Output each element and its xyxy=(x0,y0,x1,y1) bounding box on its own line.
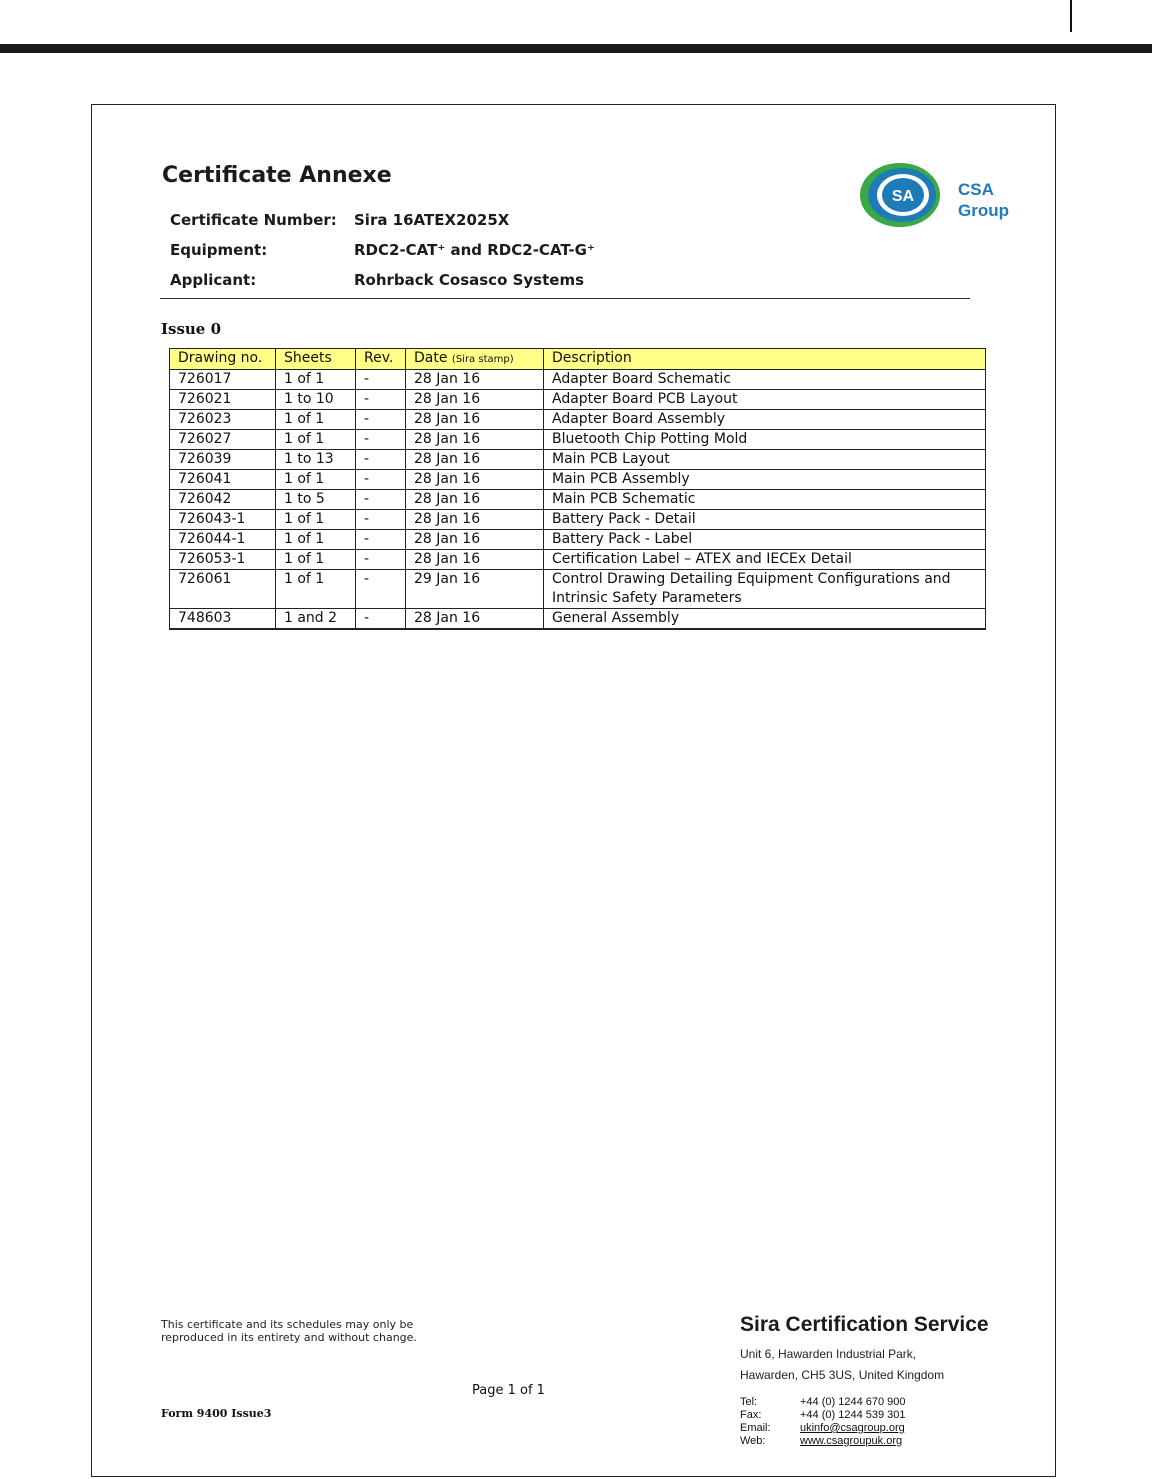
cell-drawing-no: 726061 xyxy=(170,570,276,609)
cell-sheets: 1 of 1 xyxy=(276,430,356,450)
website-link[interactable]: www.csagroupuk.org xyxy=(800,1435,903,1447)
form-number: Form 9400 Issue3 xyxy=(161,1407,272,1420)
header-tick-mark xyxy=(1070,0,1072,32)
cell-rev: - xyxy=(356,609,406,630)
header-description: Description xyxy=(544,349,986,370)
header-sheets: Sheets xyxy=(276,349,356,370)
cell-sheets: 1 of 1 xyxy=(276,510,356,530)
equipment-value: RDC2-CAT⁺ and RDC2-CAT-G⁺ xyxy=(354,241,595,259)
cell-drawing-no: 726042 xyxy=(170,490,276,510)
cell-drawing-no: 726053-1 xyxy=(170,550,276,570)
issue-heading: Issue 0 xyxy=(161,320,222,338)
table-row xyxy=(170,410,986,430)
contact-label: Web: xyxy=(740,1435,766,1447)
cell-description: Adapter Board Assembly xyxy=(544,410,986,430)
cell-date: 28 Jan 16 xyxy=(406,410,544,430)
cell-sheets: 1 to 5 xyxy=(276,490,356,510)
cell-rev: - xyxy=(356,570,406,609)
cell-description: Certification Label – ATEX and IECEx Detail xyxy=(544,550,986,570)
header-date-label: Date xyxy=(414,350,448,366)
drawings-table xyxy=(169,348,986,630)
cell-rev: - xyxy=(356,470,406,490)
cell-date: 28 Jan 16 xyxy=(406,430,544,450)
cell-date: 28 Jan 16 xyxy=(406,510,544,530)
header-bar xyxy=(0,44,1152,53)
table-header-row xyxy=(170,349,986,370)
table-row xyxy=(170,530,986,550)
cell-sheets: 1 to 10 xyxy=(276,390,356,410)
table-row xyxy=(170,470,986,490)
cell-rev: - xyxy=(356,550,406,570)
cell-rev: - xyxy=(356,450,406,470)
cell-date: 28 Jan 16 xyxy=(406,490,544,510)
table-row xyxy=(170,570,986,609)
cell-description: Main PCB Schematic xyxy=(544,490,986,510)
cell-date: 28 Jan 16 xyxy=(406,390,544,410)
cell-description: General Assembly xyxy=(544,609,986,630)
contact-label: Tel: xyxy=(740,1396,758,1408)
cell-sheets: 1 of 1 xyxy=(276,550,356,570)
cell-description: Main PCB Layout xyxy=(544,450,986,470)
service-address xyxy=(740,1344,944,1386)
cell-sheets: 1 of 1 xyxy=(276,470,356,490)
cell-drawing-no: 726021 xyxy=(170,390,276,410)
certificate-number-value: Sira 16ATEX2025X xyxy=(354,211,510,229)
cell-drawing-no: 726041 xyxy=(170,470,276,490)
cell-description: Battery Pack - Detail xyxy=(544,510,986,530)
header-date xyxy=(406,349,544,370)
header-drawing-no: Drawing no. xyxy=(170,349,276,370)
contact-value: +44 (0) 1244 670 900 xyxy=(800,1396,906,1408)
table-row xyxy=(170,550,986,570)
cell-rev: - xyxy=(356,370,406,390)
contact-label: Email: xyxy=(740,1422,771,1434)
logo-wordmark xyxy=(958,179,1009,221)
cell-sheets: 1 of 1 xyxy=(276,570,356,609)
cell-drawing-no: 726027 xyxy=(170,430,276,450)
cell-sheets: 1 of 1 xyxy=(276,410,356,430)
cell-description: Adapter Board Schematic xyxy=(544,370,986,390)
table-row xyxy=(170,609,986,630)
reproduction-note: This certificate and its schedules may only be reproduced in its entirety and without change. xyxy=(161,1318,417,1344)
cell-drawing-no: 726017 xyxy=(170,370,276,390)
cell-rev: - xyxy=(356,530,406,550)
cell-date: 28 Jan 16 xyxy=(406,370,544,390)
cell-drawing-no: 748603 xyxy=(170,609,276,630)
cell-rev: - xyxy=(356,390,406,410)
contact-value: +44 (0) 1244 539 301 xyxy=(800,1409,906,1421)
cell-drawing-no: 726023 xyxy=(170,410,276,430)
table-row xyxy=(170,510,986,530)
contact-label: Fax: xyxy=(740,1409,762,1421)
cell-sheets: 1 and 2 xyxy=(276,609,356,630)
table-row xyxy=(170,370,986,390)
applicant-value: Rohrback Cosasco Systems xyxy=(354,271,585,289)
cell-description: Control Drawing Detailing Equipment Configurations and Intrinsic Safety Parameters xyxy=(544,570,986,609)
cell-drawing-no: 726044-1 xyxy=(170,530,276,550)
header-divider xyxy=(160,298,970,299)
cell-date: 28 Jan 16 xyxy=(406,609,544,630)
logo-line-group: Group xyxy=(958,201,1009,220)
cell-date: 28 Jan 16 xyxy=(406,450,544,470)
cell-rev: - xyxy=(356,430,406,450)
cell-date: 28 Jan 16 xyxy=(406,470,544,490)
table-row xyxy=(170,450,986,470)
address-line-1: Unit 6, Hawarden Industrial Park, xyxy=(740,1347,917,1361)
certificate-number-label: Certificate Number: xyxy=(170,211,337,229)
document-page xyxy=(91,104,1056,1477)
email-link[interactable]: ukinfo@csagroup.org xyxy=(800,1422,905,1434)
cell-date: 29 Jan 16 xyxy=(406,570,544,609)
page-title: Certificate Annexe xyxy=(162,163,392,188)
header-rev: Rev. xyxy=(356,349,406,370)
cell-description: Bluetooth Chip Potting Mold xyxy=(544,430,986,450)
service-name: Sira Certification Service xyxy=(740,1313,989,1336)
svg-text:SA: SA xyxy=(891,188,915,205)
table-row xyxy=(170,430,986,450)
cell-rev: - xyxy=(356,510,406,530)
cell-date: 28 Jan 16 xyxy=(406,550,544,570)
cell-sheets: 1 of 1 xyxy=(276,530,356,550)
table-row xyxy=(170,490,986,510)
cell-rev: - xyxy=(356,490,406,510)
header-date-note: (Sira stamp) xyxy=(451,354,514,365)
page-number: Page 1 of 1 xyxy=(472,1383,545,1398)
table-row xyxy=(170,390,986,410)
cell-rev: - xyxy=(356,410,406,430)
cell-date: 28 Jan 16 xyxy=(406,530,544,550)
equipment-label: Equipment: xyxy=(170,241,268,259)
cell-sheets: 1 of 1 xyxy=(276,370,356,390)
cell-sheets: 1 to 13 xyxy=(276,450,356,470)
cell-description: Main PCB Assembly xyxy=(544,470,986,490)
cell-drawing-no: 726043-1 xyxy=(170,510,276,530)
address-line-2: Hawarden, CH5 3US, United Kingdom xyxy=(740,1368,945,1382)
cell-description: Battery Pack - Label xyxy=(544,530,986,550)
applicant-label: Applicant: xyxy=(170,271,257,289)
logo-line-csa: CSA xyxy=(958,180,994,199)
cell-drawing-no: 726039 xyxy=(170,450,276,470)
cell-description: Adapter Board PCB Layout xyxy=(544,390,986,410)
